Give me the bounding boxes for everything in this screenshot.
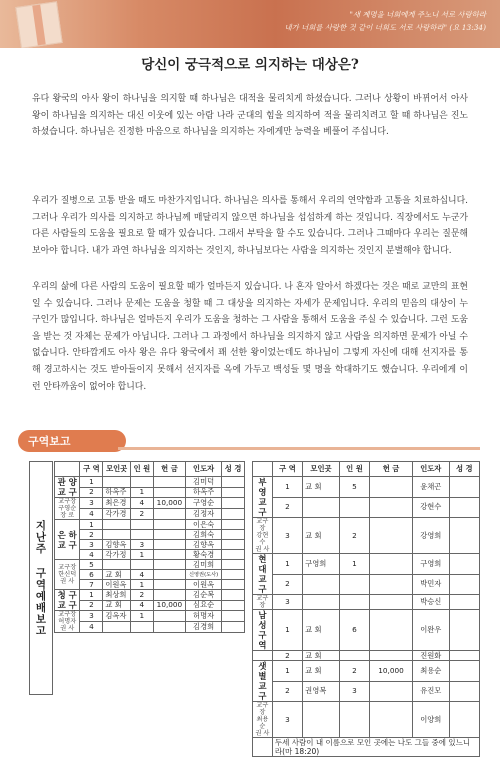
header-banner [0, 0, 500, 48]
right-report-table [252, 461, 480, 757]
table-cell: 각가경 [103, 509, 131, 520]
table-cell: 2 [130, 590, 153, 601]
table-cell: 이은숙 [186, 520, 222, 530]
table-cell: 2 [80, 600, 103, 611]
group-leader: 교구장 허명자 권 사 [55, 611, 80, 633]
body-paragraph-1: 유다 왕국의 아사 왕이 하나님을 의지할 때 하나님은 대적을 물리치게 하셨습니다. 그러나 상황이 바뀌어서 아사 왕이 하나님을 의지하는 대신 이웃에 있는 아람 나라 군대의 힘을 의지하여 적을 물리치려고 할 때 하나님은 진노하셨습니다. 하나님은 진정한 마음으로 하나님을 의지하는 자에게만 능력을 베풀어 주십니다. [32, 94, 468, 138]
table-row [253, 477, 480, 498]
table-cell [222, 590, 245, 601]
table-cell: 김순복 [186, 590, 222, 601]
table-cell: 강현수 [412, 497, 449, 518]
side-label-text: 지난주 구역예배보고 [34, 519, 47, 637]
table-cell [449, 610, 479, 651]
column-header: 구 역 [80, 462, 103, 477]
section-title: 구역보고 [28, 435, 71, 448]
group-leader: 교구장 [253, 595, 273, 610]
table-cell: 2 [272, 574, 302, 595]
table-cell: 하옥주 [103, 487, 131, 498]
table-cell: 김향옥 [103, 540, 131, 550]
table-cell [370, 554, 413, 575]
table-cell [130, 622, 153, 633]
table-cell: 3 [339, 681, 369, 702]
table-cell: 3 [80, 611, 103, 622]
table-cell: 1 [130, 487, 153, 498]
table-cell: 김경희 [186, 622, 222, 633]
table-cell: 1 [272, 610, 302, 651]
table-cell: 교 회 [303, 477, 340, 498]
table-cell: 4 [130, 600, 153, 611]
table-cell [370, 477, 413, 498]
table-cell [449, 651, 479, 661]
table-cell [103, 622, 131, 633]
table-cell: 3 [272, 518, 302, 554]
table-cell [222, 580, 245, 590]
column-header: 모인곳 [303, 462, 340, 477]
table-cell [449, 681, 479, 702]
table-cell: 각가정 [103, 550, 131, 560]
column-header: 모인곳 [103, 462, 131, 477]
table-cell: 윤채곤 [412, 477, 449, 498]
table-cell [449, 661, 479, 682]
table-cell: 2 [80, 487, 103, 498]
table-cell [153, 540, 185, 550]
table-row [253, 595, 480, 610]
section-header [18, 430, 480, 452]
table-cell: 최은경 [103, 498, 131, 509]
table-row [55, 611, 245, 622]
column-header: 성 경 [222, 462, 245, 477]
table-cell: 교 회 [303, 610, 340, 651]
table-cell: 5 [80, 560, 103, 570]
table-cell: 1 [130, 611, 153, 622]
table-cell: 허명자 [186, 611, 222, 622]
group-name: 현 대 교 구 [253, 554, 273, 595]
table-cell: 교 회 [303, 518, 340, 554]
side-label [29, 461, 53, 695]
table-cell: 황숙경 [186, 550, 222, 560]
table-row [55, 530, 245, 540]
table-cell: 구영희 [412, 554, 449, 575]
table-cell: 1 [272, 554, 302, 575]
group-leader: 교구장 구영순 장 로 [55, 498, 80, 520]
table-row [55, 487, 245, 498]
table-cell [222, 477, 245, 488]
table-cell: 4 [80, 622, 103, 633]
table-cell [339, 497, 369, 518]
table-cell: 2 [272, 651, 302, 661]
table-cell [130, 477, 153, 488]
table-row [253, 661, 480, 682]
table-cell: 2 [272, 497, 302, 518]
table-cell [153, 611, 185, 622]
table-row [253, 574, 480, 595]
table-cell: 이양희 [412, 702, 449, 738]
table-row [55, 580, 245, 590]
table-cell [222, 509, 245, 520]
section-divider [118, 447, 480, 450]
table-cell: 6 [80, 570, 103, 580]
column-header: 성 경 [449, 462, 479, 477]
table-cell [339, 574, 369, 595]
table-cell [449, 497, 479, 518]
table-cell [222, 550, 245, 560]
table-cell: 김정자 [186, 509, 222, 520]
table-cell: 7 [80, 580, 103, 590]
table-cell [153, 560, 185, 570]
table-cell: 교 회 [303, 661, 340, 682]
table-cell: 이원옥 [186, 580, 222, 590]
table-row [253, 681, 480, 702]
table-cell: 3 [130, 540, 153, 550]
table-row [55, 509, 245, 520]
table-cell: 1 [80, 590, 103, 601]
table-cell: 2 [339, 661, 369, 682]
table-cell [222, 530, 245, 540]
table-cell: 교 회 [303, 651, 340, 661]
table-cell: 1 [272, 661, 302, 682]
table-cell: 구영희 [303, 554, 340, 575]
table-cell [153, 530, 185, 540]
table-cell: 4 [80, 550, 103, 560]
table-row [253, 497, 480, 518]
table-cell: 구영순 [186, 498, 222, 509]
table-cell [370, 518, 413, 554]
table-cell: 1 [339, 554, 369, 575]
table-cell [370, 574, 413, 595]
group-name: 청 구 교 구 [55, 590, 80, 611]
table-cell [222, 611, 245, 622]
table-row [55, 622, 245, 633]
banner-verse: "새 계명을 너희에게 주노니 서로 사랑하라 내가 너희를 사랑한 것 같이 너희도 서로 사랑하라" (요 13:34) [284, 10, 486, 32]
table-cell: 김희숙 [186, 530, 222, 540]
table-cell [370, 497, 413, 518]
column-header: 헌 금 [153, 462, 185, 477]
table-cell [449, 477, 479, 498]
table-cell [303, 497, 340, 518]
table-cell: 1 [80, 520, 103, 530]
table-cell [370, 610, 413, 651]
column-header: 구 역 [272, 462, 302, 477]
table-cell: 권영복 [303, 681, 340, 702]
table-cell: 2 [272, 681, 302, 702]
table-cell [222, 622, 245, 633]
closing-verse-note: 두세 사람이 내 이름으로 모인 곳에는 나도 그들 중에 있느니라(마 18:20) [272, 738, 479, 757]
table-cell [153, 520, 185, 530]
table-cell: 이완우 [412, 610, 449, 651]
table-cell [103, 520, 131, 530]
table-cell: 10,000 [370, 661, 413, 682]
left-report-table [54, 461, 245, 633]
table-row [55, 520, 245, 530]
table-row [55, 477, 245, 488]
table-cell: 최용순 [412, 661, 449, 682]
table-cell [222, 498, 245, 509]
table-row [55, 590, 245, 601]
table-cell [153, 509, 185, 520]
table-cell: 3 [80, 498, 103, 509]
table-cell [339, 595, 369, 610]
table-cell: 김미덕 [186, 477, 222, 488]
table-cell [222, 570, 245, 580]
table-cell [153, 590, 185, 601]
table-cell [303, 574, 340, 595]
table-cell: 하옥주 [186, 487, 222, 498]
column-header: 헌 금 [370, 462, 413, 477]
table-cell [222, 487, 245, 498]
table-cell: 유진모 [412, 681, 449, 702]
table-row [55, 600, 245, 611]
table-cell: 진원화 [412, 651, 449, 661]
table-row [55, 540, 245, 550]
table-cell [449, 554, 479, 575]
table-cell [222, 540, 245, 550]
table-cell: 김미희 [186, 560, 222, 570]
table-cell [103, 477, 131, 488]
table-cell [103, 530, 131, 540]
group-name: 샛 별 교 구 [253, 661, 273, 702]
table-cell: 10,000 [153, 600, 185, 611]
column-header: 인도자 [412, 462, 449, 477]
table-cell: 강영희 [412, 518, 449, 554]
table-cell [370, 681, 413, 702]
table-cell [370, 651, 413, 661]
table-cell: 2 [130, 509, 153, 520]
table-cell [153, 550, 185, 560]
table-cell: 심요순 [186, 600, 222, 611]
table-cell [130, 530, 153, 540]
table-cell [339, 651, 369, 661]
table-cell: 1 [130, 580, 153, 590]
group-leader [253, 651, 273, 661]
table-cell [153, 580, 185, 590]
page-title: 당신이 궁극적으로 의지하는 대상은? [141, 57, 359, 73]
table-cell: 신영권(도사) [186, 570, 222, 580]
table-cell [222, 520, 245, 530]
header-group [55, 462, 80, 477]
table-cell: 3 [272, 595, 302, 610]
table-row [55, 570, 245, 580]
note-group [253, 738, 273, 757]
column-header: 인 원 [130, 462, 153, 477]
table-row [55, 498, 245, 509]
table-cell [130, 560, 153, 570]
group-leader: 교구장 강현수 권 사 [253, 518, 273, 554]
column-header: 인도자 [186, 462, 222, 477]
table-cell [303, 595, 340, 610]
table-cell: 박승신 [412, 595, 449, 610]
table-cell: 4 [80, 509, 103, 520]
table-cell: 최상희 [103, 590, 131, 601]
table-row [55, 560, 245, 570]
body-paragraph-3: 우리의 삶에 다른 사람의 도움이 필요할 때가 얼마든지 있습니다. 나 혼자 알아서 하겠다는 것은 때로 교만의 표현일 수 있습니다. 그러나 문제는 도움을 청할 때 그 대상을 의지하는 자세가 문제입니다. 우리의 믿음의 대상이 누구인가 많입니다. 하나님은 얼마든지 우리가 도움을 청하는 그 사람을 통해서 도움을 주실 수 있습니다. 그런 도움을 받는 것 자체는 문제가 아닙니다. 그러나 그 과정에서 하나님을 의지하지 않고 사람을 의지하면 문제가 아닐 수 없습니다. 안타깝게도 아사 왕은 유다 왕국에서 꽤 선한 왕이었는데도 하나님이 그렇게 자신에 대해 선지자를 통해 경고하시는 것도 받아들이지 못해서 선지자를 옥에 가두고 백성들 몇 명을 학대하기도 했습니다. 우리에게 이런 안타까움이 없어야 합니다. [32, 282, 468, 392]
table-cell: 3 [272, 702, 302, 738]
table-cell: 이원옥 [103, 580, 131, 590]
table-cell [449, 518, 479, 554]
table-cell: 1 [80, 477, 103, 488]
body-paragraph-2: 우리가 질병으로 고통 받을 때도 마찬가지입니다. 하나님은 의사를 통해서 우리의 연약함과 고통을 치료하십니다. 그러나 우리가 의사를 의지하고 하나님께 매달리지 않으면 하나님을 섭섭하게 하는 것입니다. 직장에서도 누군가 다른 사람들의 도움을 필요로 할 때가 있습니다. 그래서 부탁을 할 수도 있습니다. 그러나 그때마다 우리는 질문해 보아야 합니다. 내가 과연 하나님을 의지하는 것인지, 하나님보다는 사람을 의지하는 것인지 분별해야 합니다. [32, 196, 468, 256]
table-row [253, 651, 480, 661]
table-cell: 교 회 [103, 600, 131, 611]
table-cell [153, 622, 185, 633]
table-cell [153, 487, 185, 498]
group-name: 은 하 교 구 [55, 520, 80, 560]
table-row [253, 518, 480, 554]
table-cell [370, 595, 413, 610]
table-cell: 10,000 [153, 498, 185, 509]
table-cell [130, 520, 153, 530]
table-cell: 박민자 [412, 574, 449, 595]
table-cell: 김향옥 [186, 540, 222, 550]
group-leader: 교구장 한신덕 권 사 [55, 560, 80, 590]
table-cell: 6 [339, 610, 369, 651]
table-row [55, 550, 245, 560]
table-cell [153, 570, 185, 580]
table-cell [103, 560, 131, 570]
table-cell [153, 477, 185, 488]
table-cell: 김옥자 [103, 611, 131, 622]
table-cell [222, 560, 245, 570]
group-name: 부 영 교 구 [253, 477, 273, 518]
table-cell: 4 [130, 570, 153, 580]
table-cell: 2 [339, 518, 369, 554]
table-cell: 1 [130, 550, 153, 560]
gift-box-image [15, 1, 62, 48]
table-cell: 5 [339, 477, 369, 498]
table-cell: 4 [130, 498, 153, 509]
group-name: 남 성 구 역 [253, 610, 273, 651]
group-name: 관 양 교 구 [55, 477, 80, 498]
table-row [253, 554, 480, 575]
header-group [253, 462, 273, 477]
table-cell: 1 [272, 477, 302, 498]
table-cell: 3 [80, 540, 103, 550]
group-leader: 교구장 최용순 권 사 [253, 702, 273, 738]
table-cell [222, 600, 245, 611]
table-cell [449, 595, 479, 610]
table-cell: 2 [80, 530, 103, 540]
table-row [253, 610, 480, 651]
column-header: 인 원 [339, 462, 369, 477]
table-cell: 교 회 [103, 570, 131, 580]
table-cell [449, 574, 479, 595]
